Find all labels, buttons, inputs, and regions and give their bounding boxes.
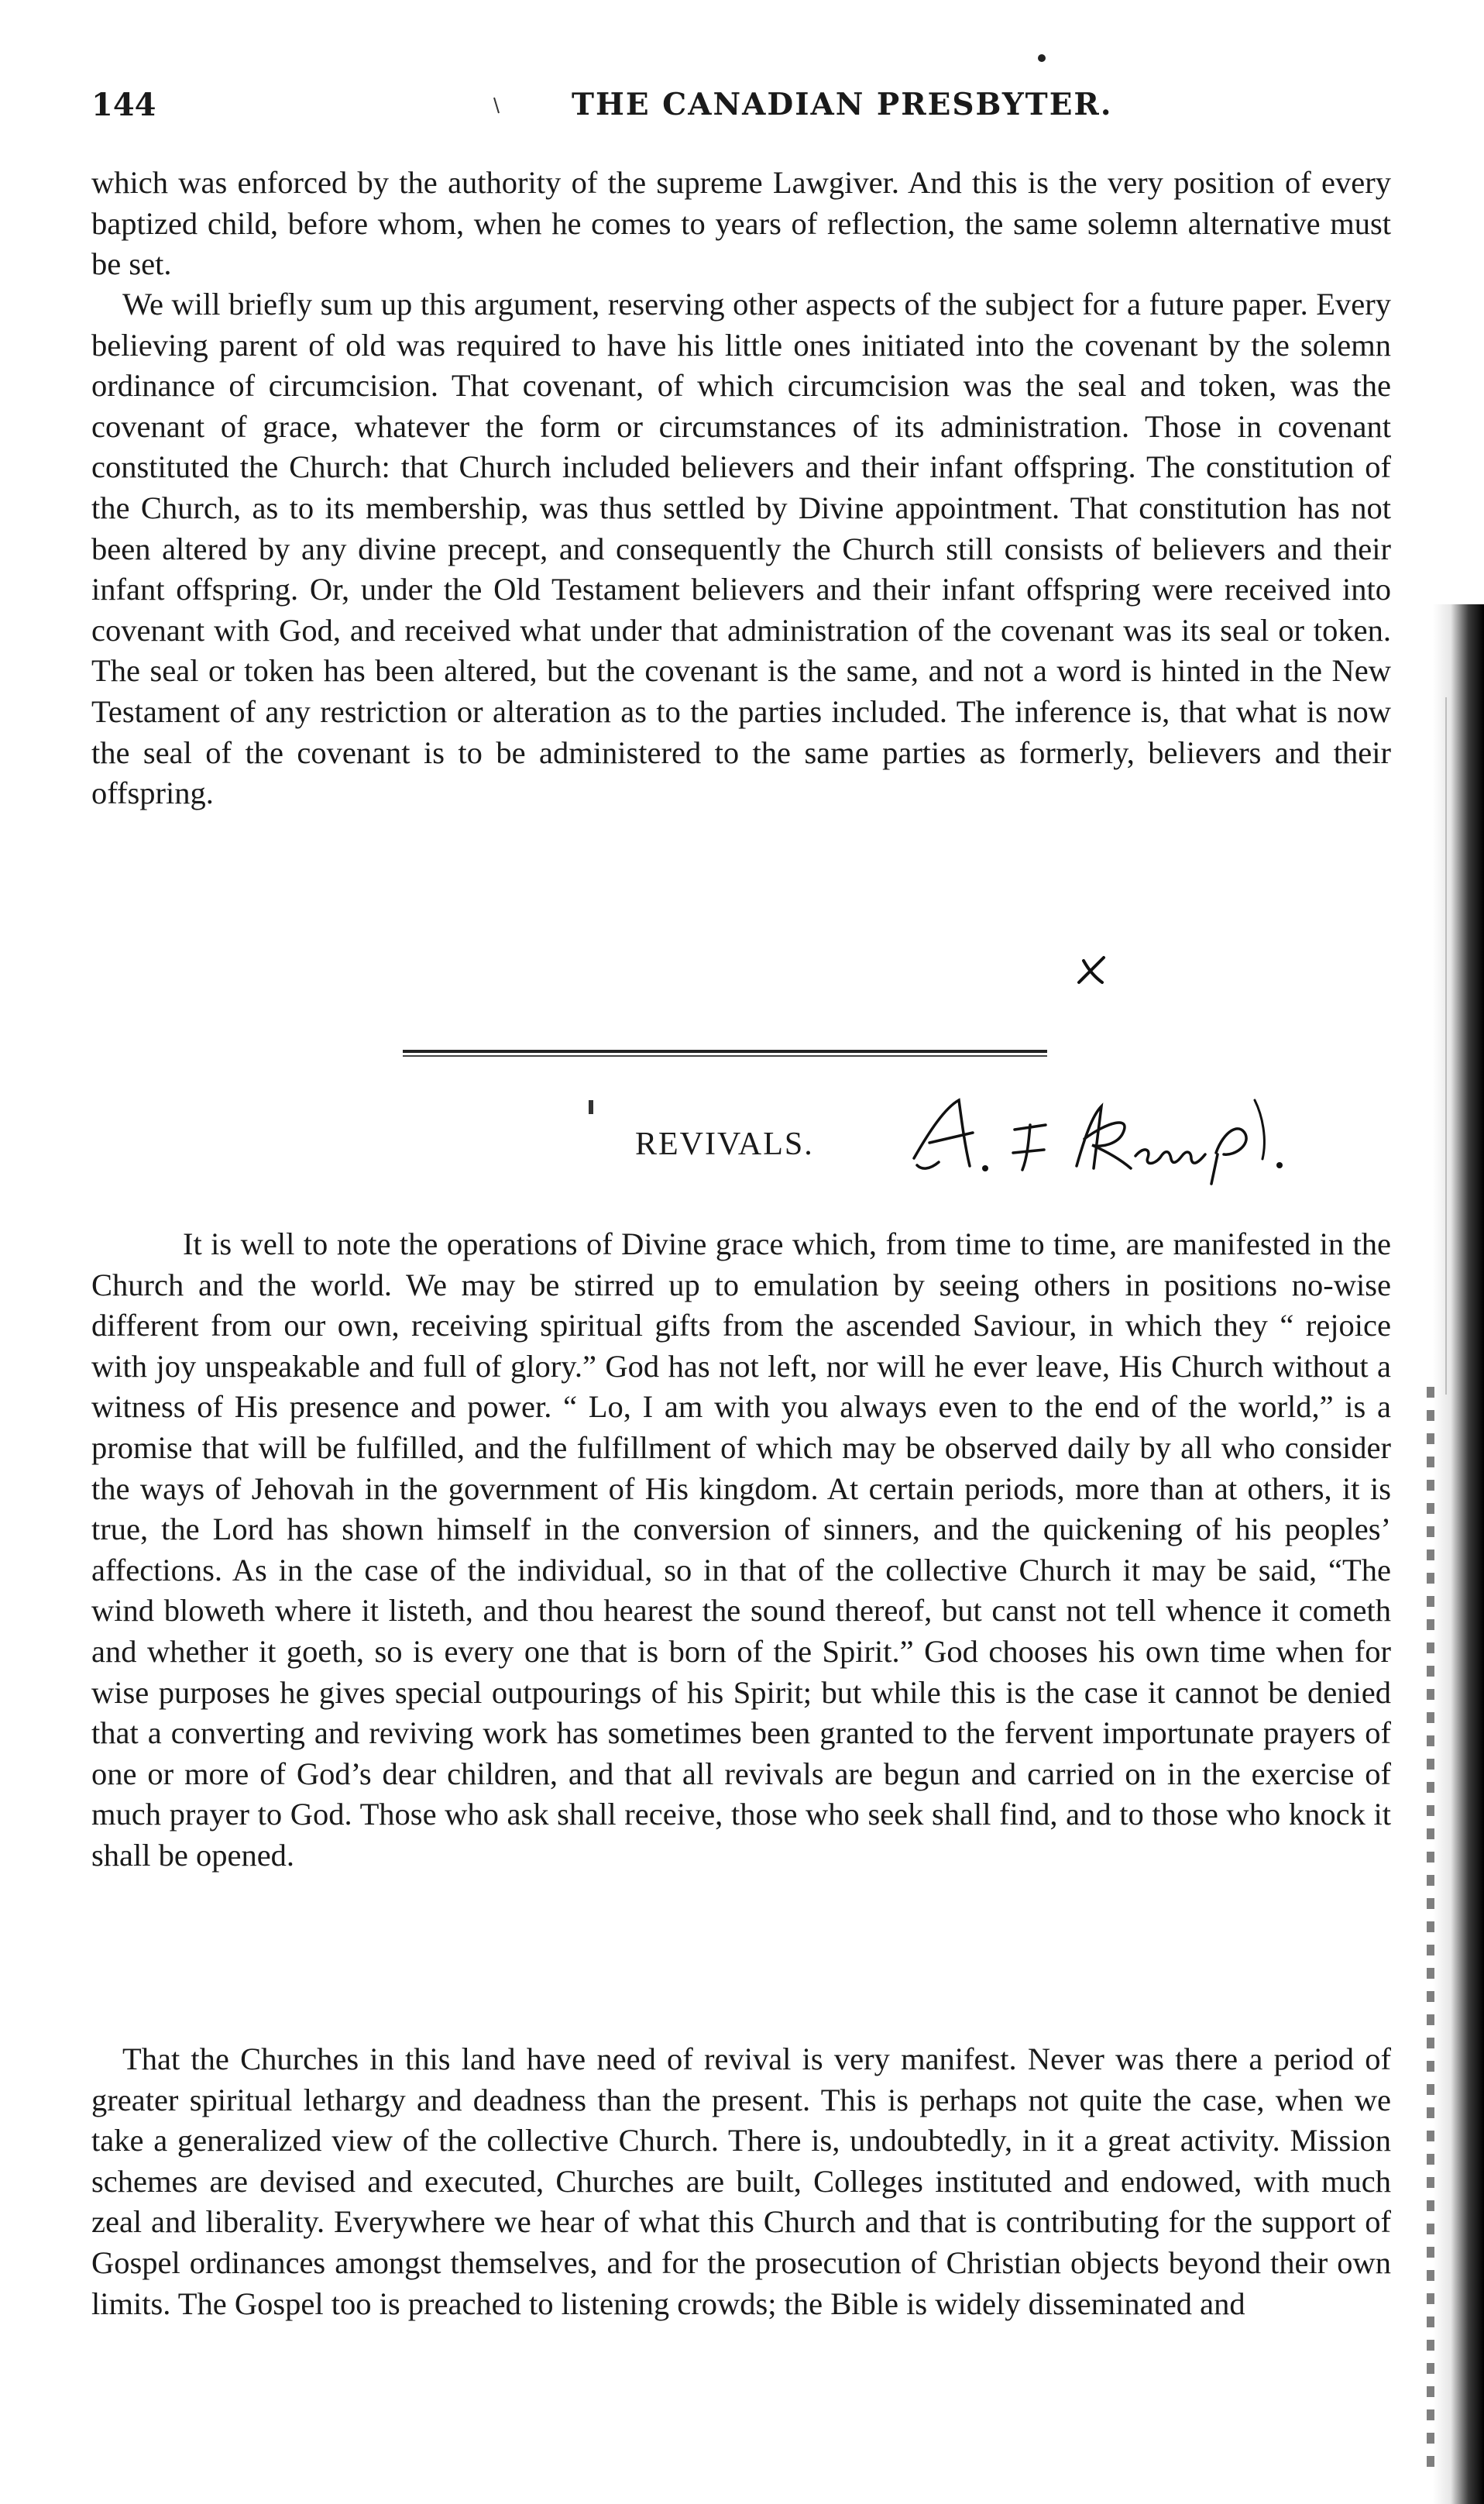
header-tick-mark [493,96,500,115]
section-title: REVIVALS. [635,1126,814,1162]
cross-mark [1073,951,1119,990]
margin-tick-mark [589,1100,593,1114]
binding-crease [1445,697,1447,1395]
handwritten-signature [898,1085,1332,1185]
page-header [91,87,1393,133]
revivals-paragraph-one: It is well to note the operations of Divine grace which, from time to time, are manifested in the Church and the world. We may be stirred up to emulation by seeing others in positions no-wise different from our own, receiving spiritual gifts from the ascended Saviour, in which they “ rejoice with joy unspeakable and full of glory.” God has not left, nor will he ever leave, His Church without a witness of His presence and power. “ Lo, I am with you always even to the end of the world,” is a promise that will be fulfilled, and the fulfillment of which may be observed daily by all who consider the ways of Jehovah in the government of His kingdom. At certain periods, more than at others, it is true, the Lord has shown himself in the conversion of sinners, and the quickening of his peoples’ affections. As in the case of the individual, so in that of the collective Church it may be said, “The wind bloweth where it listeth, and thou hearest the sound thereof, but canst not tell whence it cometh and whether it goeth, so is every one that is born of the Spirit.” God chooses his own time when for wise purposes he gives special outpourings of his Spirit; but while this is the case it cannot be denied that a converting and reviving work has sometimes been granted to the fervent importunate prayers of one or more of God’s dear children, and that all revivals are begun and carried on in the exercise of much prayer to God. Those who ask shall receive, those who seek shall find, and to those who knock it shall be opened. [91,1226,1391,1873]
running-title: THE CANADIAN PRESBYTER. [572,87,1113,122]
margin-ink-strokes [1427,1387,1434,2471]
revivals-paragraph-two: That the Churches in this land have need of revival is very manifest. Never was there a period of greater spiritual lethargy and deadness than the present. This is perhaps not quite the case, when we take a generalized view of the collective Church. There is, undoubtedly, in it a great activity. Mission schemes are devised and executed, Churches are built, Colleges instituted and endowed, with much zeal and liberality. Everywhere we hear of what this Church and that is contributing for the support of Gospel ordinances amongst themselves, and for the prosecution of Christian objects beyond their own limits. The Gospel too is preached to listening crowds; the Bible is widely disseminated and [91,2041,1391,2321]
section-divider-thick [403,1050,1047,1053]
page-binding-shadow [1433,604,1484,2504]
page-number: 144 [91,87,156,123]
section-divider-thin [403,1055,1047,1057]
ink-dot-mark [1038,54,1046,62]
article-one-summary-paragraph: We will briefly sum up this argument, reserving other aspects of the subject for a future paper. Every believing parent of old was required to have his little ones initiated into the covenant by the solemn ordinance of circumcision. That covenant, of which circumcision was the seal and token, was the covenant of grace, whatever the form or circumstances of its administration. Those in covenant constituted the Church: that Church included believers and their infant offspring. The constitution of the Church, as to its membership, was thus settled by Divine appointment. That constitution has not been altered by any divine precept, and consequently the Church still consists of believers and their infant offspring. Or, under the Old Testament believers and their infant offspring were received into covenant with God, and received what under that administration of the covenant was its seal or token. The seal or token has been altered, but the covenant is the same, and not a word is hinted in the New Testament of any restriction or alteration as to the parties included. The inference is, that what is now the seal of the covenant is to be administered to the same parties as formerly, believers and their offspring. [91,287,1391,811]
article-one-continuation: which was enforced by the authority of the supreme Lawgiver. And this is the very position of every baptized child, before whom, when he comes to years of reflection, the same solemn alternative must be set. [91,165,1391,282]
